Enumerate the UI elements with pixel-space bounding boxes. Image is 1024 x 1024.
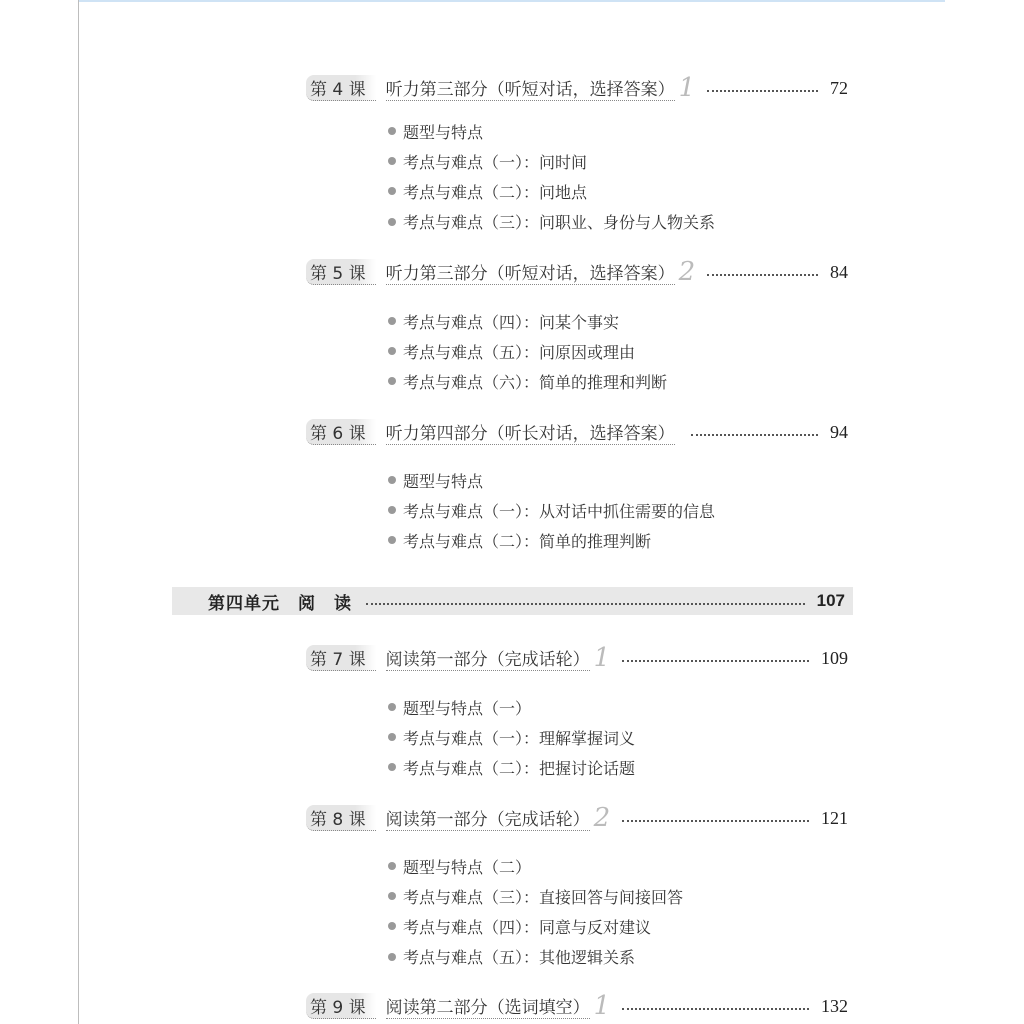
lesson-title: 阅读第一部分（完成话轮） <box>386 805 590 831</box>
leader-dots <box>622 820 809 822</box>
leader-dots <box>691 434 818 436</box>
lesson-page: 132 <box>821 995 848 1016</box>
lesson-title: 听力第三部分（听短对话，选择答案） <box>386 259 675 285</box>
topic-item <box>388 855 531 877</box>
topic-item <box>388 499 715 521</box>
bullet-icon <box>388 953 396 961</box>
topic-text: 考点与难点（二）：把握讨论话题 <box>403 758 636 778</box>
bullet-icon <box>388 157 396 165</box>
topic-item <box>388 469 483 491</box>
unit-page: 107 <box>816 591 845 610</box>
topic-text: 考点与难点（一）：从对话中抓住需要的信息 <box>403 501 716 521</box>
lesson-title: 阅读第二部分（选词填空） <box>386 993 590 1019</box>
lesson-entry[interactable] <box>306 993 848 1019</box>
topic-text: 题型与特点（一） <box>403 698 532 718</box>
part-number: 1 <box>593 991 611 1021</box>
topic-item <box>388 529 651 551</box>
topic-item <box>388 370 667 392</box>
bullet-icon <box>388 763 396 771</box>
bullet-icon <box>388 347 396 355</box>
lesson-entry[interactable] <box>306 75 848 101</box>
topic-text: 考点与难点（四）：问某个事实 <box>403 312 620 332</box>
bullet-icon <box>388 862 396 870</box>
lesson-title: 阅读第一部分（完成话轮） <box>386 645 590 671</box>
part-number: 1 <box>593 643 611 673</box>
lesson-page: 84 <box>830 261 848 282</box>
topic-text: 考点与难点（五）：问原因或理由 <box>403 342 636 362</box>
topic-item <box>388 120 483 142</box>
topic-text: 考点与难点（二）：问地点 <box>403 182 588 202</box>
topic-text: 题型与特点 <box>403 122 484 142</box>
topic-text: 考点与难点（六）：简单的推理和判断 <box>403 372 668 392</box>
bullet-icon <box>388 187 396 195</box>
part-number: 2 <box>678 257 696 287</box>
lesson-entry[interactable] <box>306 805 848 831</box>
topic-item <box>388 946 635 968</box>
bullet-icon <box>388 506 396 514</box>
bullet-icon <box>388 922 396 930</box>
topic-text: 考点与难点（三）：问职业、身份与人物关系 <box>403 213 716 233</box>
part-number: 1 <box>678 73 696 103</box>
lesson-entry[interactable] <box>306 259 848 285</box>
top-border <box>78 0 945 2</box>
lesson-page: 109 <box>821 647 848 668</box>
left-border <box>78 0 79 1024</box>
topic-item <box>388 756 635 778</box>
bullet-icon <box>388 733 396 741</box>
lesson-title: 听力第三部分（听短对话，选择答案） <box>386 75 675 101</box>
lesson-label: 第 6 课 <box>306 419 376 445</box>
lesson-page: 72 <box>830 77 848 98</box>
topic-item <box>388 915 651 937</box>
leader-dots <box>622 1008 809 1010</box>
lesson-page: 121 <box>821 807 848 828</box>
lesson-label: 第 7 课 <box>306 645 376 671</box>
leader-dots <box>707 90 818 92</box>
topic-item <box>388 340 635 362</box>
bullet-icon <box>388 892 396 900</box>
bullet-icon <box>388 536 396 544</box>
topic-item <box>388 211 715 233</box>
bullet-icon <box>388 218 396 226</box>
topic-item <box>388 180 587 202</box>
bullet-icon <box>388 317 396 325</box>
lesson-entry[interactable] <box>306 419 848 445</box>
topic-item <box>388 885 683 907</box>
leader-dots <box>366 603 805 605</box>
unit-title: 第四单元 阅 读 <box>208 593 352 614</box>
topic-item <box>388 310 619 332</box>
topic-item <box>388 726 635 748</box>
topic-text: 考点与难点（二）：简单的推理判断 <box>403 531 652 551</box>
bullet-icon <box>388 703 396 711</box>
topic-text: 考点与难点（三）：直接回答与间接回答 <box>403 887 684 907</box>
topic-item <box>388 150 587 172</box>
topic-text: 题型与特点 <box>403 471 484 491</box>
topic-text: 考点与难点（四）：同意与反对建议 <box>403 917 652 937</box>
leader-dots <box>622 660 809 662</box>
bullet-icon <box>388 127 396 135</box>
lesson-label: 第 4 课 <box>306 75 376 101</box>
part-number: 2 <box>593 803 611 833</box>
lesson-page: 94 <box>830 421 848 442</box>
bullet-icon <box>388 377 396 385</box>
topic-text: 考点与难点（一）：问时间 <box>403 152 588 172</box>
topic-text: 考点与难点（一）：理解掌握词义 <box>403 728 636 748</box>
topic-item <box>388 696 531 718</box>
lesson-label: 第 5 课 <box>306 259 376 285</box>
lesson-title: 听力第四部分（听长对话，选择答案） <box>386 419 675 445</box>
lesson-label: 第 9 课 <box>306 993 376 1019</box>
lesson-entry[interactable] <box>306 645 848 671</box>
bullet-icon <box>388 476 396 484</box>
topic-text: 考点与难点（五）：其他逻辑关系 <box>403 948 636 968</box>
topic-text: 题型与特点（二） <box>403 857 532 877</box>
leader-dots <box>707 274 818 276</box>
unit-heading[interactable] <box>172 587 853 615</box>
lesson-label: 第 8 课 <box>306 805 376 831</box>
